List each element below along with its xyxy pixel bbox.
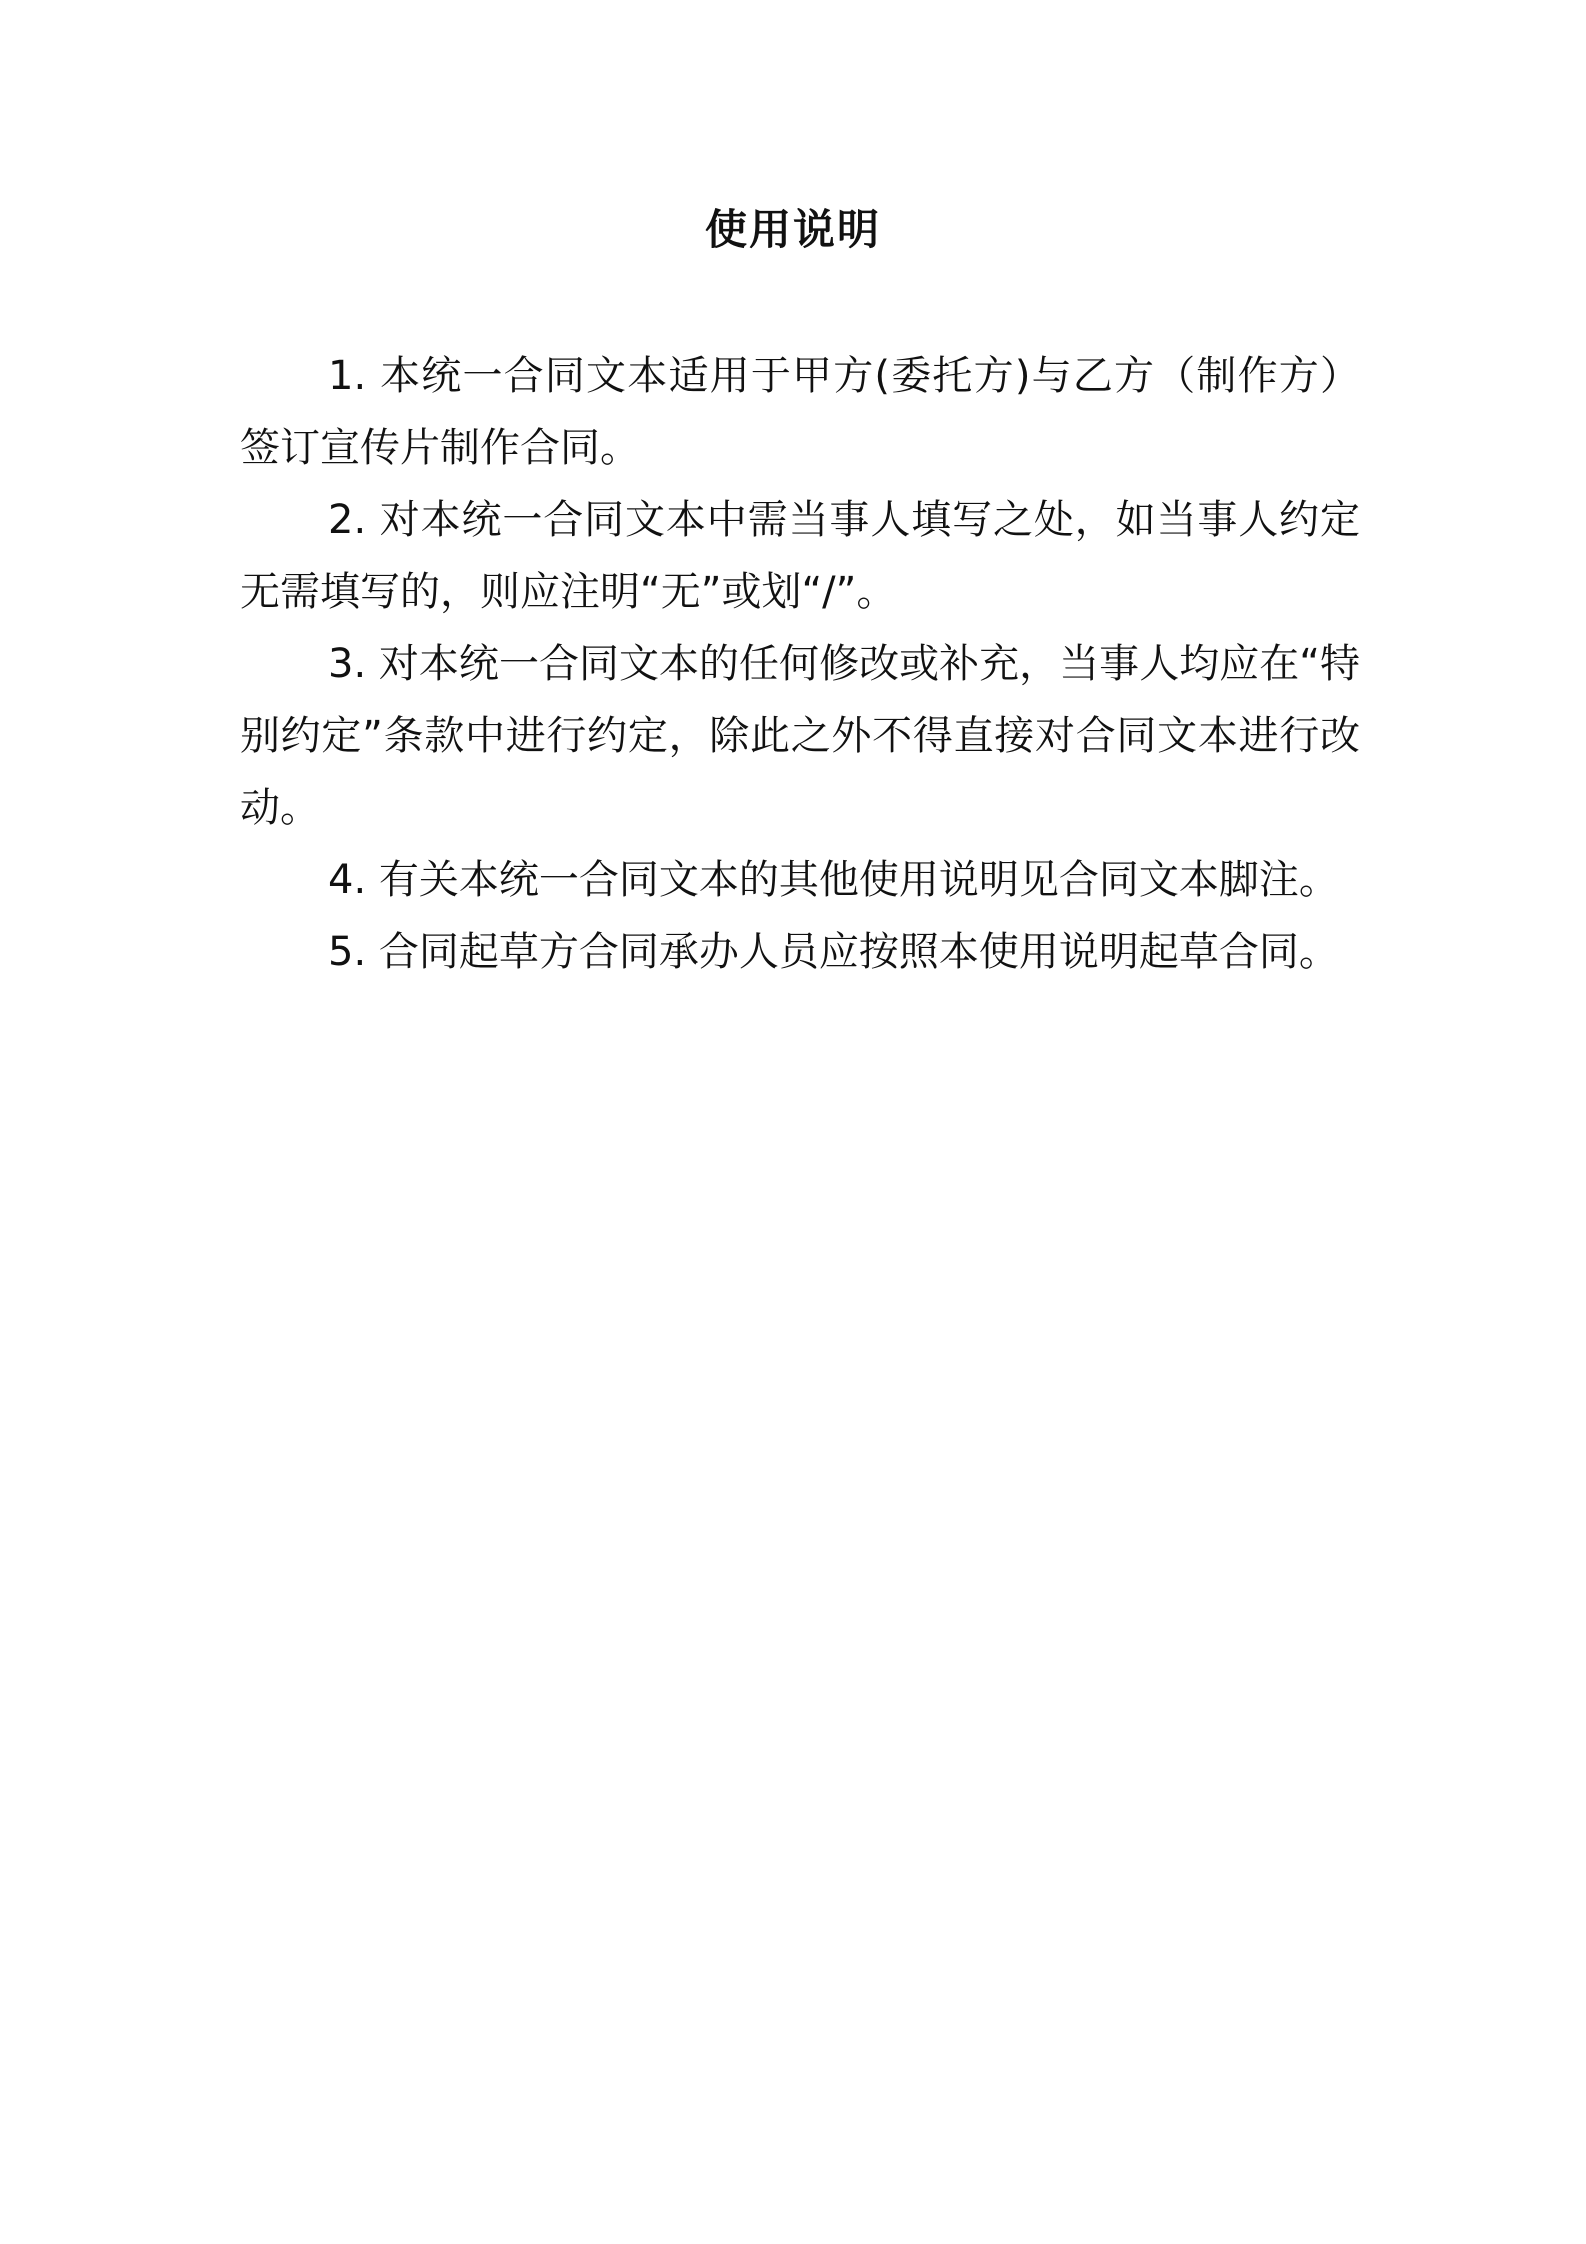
instruction-item-1: 1. 本统一合同文本适用于甲方(委托方)与乙方（制作方）签订宣传片制作合同。 [240,353,1360,471]
instruction-item-2: 2. 对本统一合同文本中需当事人填写之处，如当事人约定无需填写的，则应注明“无”或划“/”。 [240,497,1360,615]
page-title: 使用说明 [704,205,881,254]
instructions-body [240,340,1360,988]
instruction-item-5: 5. 合同起草方合同承办人员应按照本使用说明起草合同。 [328,929,1339,975]
instruction-item-4: 4. 有关本统一合同文本的其他使用说明见合同文本脚注。 [328,857,1339,903]
instruction-item-3: 3. 对本统一合同文本的任何修改或补充，当事人均应在“特别约定”条款中进行约定，除此之外不得直接对合同文本进行改动。 [240,641,1360,831]
